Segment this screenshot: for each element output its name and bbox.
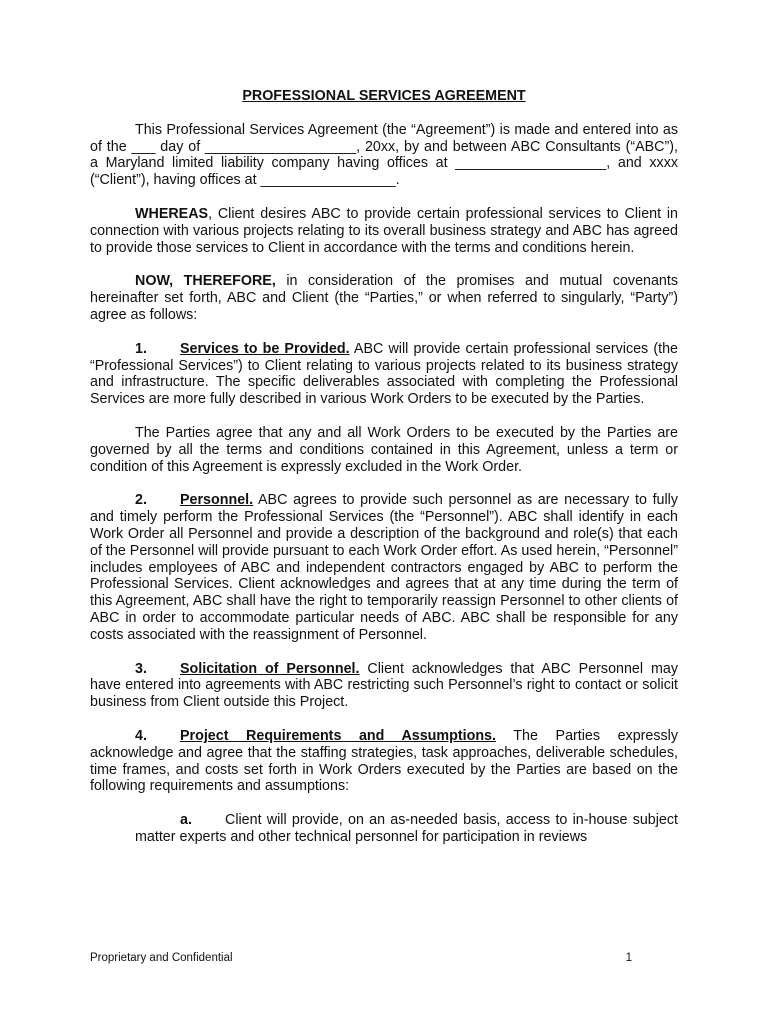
section-4-number: 4. xyxy=(135,727,147,744)
section-3-number: 3. xyxy=(135,660,147,677)
now-therefore-paragraph xyxy=(90,273,678,323)
document-title: PROFESSIONAL SERVICES AGREEMENT xyxy=(242,88,526,104)
subitem-a xyxy=(135,812,678,846)
section-2-text: ABC agrees to provide such personnel as are necessary to fully and timely perform the Professional Services (the “Personnel”). ABC shall identify in each Work Order all Personnel and provide a description of the background and role(s) that each of the Personnel will provide pursuant to each Work Order effort. As used herein, “Personnel” includes employees of ABC and independent contractors engaged by ABC to perform the Professional Services. Client acknowledges and agrees that at any time during the term of this Agreement, ABC shall have the right to temporarily reassign Personnel to other clients of ABC in order to accommodate particular needs of ABC. ABC shall be responsible for any costs associated with the reassignment of Personnel. xyxy=(90,492,678,643)
work-orders-paragraph: The Parties agree that any and all Work Orders to be executed by the Parties are governed by all the terms and conditions contained in this Agreement, unless a term or condition of this Agreement is expressly excluded in the Work Order. xyxy=(90,424,678,475)
section-1-number: 1. xyxy=(135,340,147,357)
subitem-a-text: Client will provide, on an as-needed basis, access to in-house subject matter experts and other technical personnel for participation in reviews xyxy=(135,812,678,845)
page-number: 1 xyxy=(625,952,632,964)
whereas-lead: WHEREAS xyxy=(135,205,209,222)
section-4-text: The Parties expressly acknowledge and agree that the staffing strategies, task approaches, deliverable schedules, time frames, and costs set forth in Work Orders executed by the Parties are based on the following requirements and assumptions: xyxy=(90,727,678,795)
section-2-heading: Personnel. xyxy=(180,492,254,509)
now-therefore-text: in consideration of the promises and mutual covenants hereinafter set forth, ABC and Client (the “Parties,” or when referred to singularly, “Party”) agree as follows: xyxy=(90,273,678,323)
section-1-text: ABC will provide certain professional services (the “Professional Services”) to Client relating to various projects related to its business strategy and infrastructure. The specific deliverables associated with completing the Professional Services are more fully described in various Work Orders to be executed by the Parties. xyxy=(90,340,678,408)
section-3-heading: Solicitation of Personnel. xyxy=(180,660,360,677)
now-therefore-lead: NOW, THEREFORE, xyxy=(135,273,276,290)
section-1 xyxy=(90,341,678,408)
whereas-text: , Client desires ABC to provide certain professional services to Client in connection with various projects relating to its overall business strategy and ABC has agreed to provide those services to Client in accordance with the terms and conditions herein. xyxy=(90,205,678,256)
subitem-a-label: a. xyxy=(180,812,192,829)
section-3-text: Client acknowledges that ABC Personnel may have entered into agreements with ABC restricting such Personnel’s right to contact or solicit business from Client outside this Project. xyxy=(90,660,678,711)
section-2 xyxy=(90,492,678,643)
section-4-heading: Project Requirements and Assumptions. xyxy=(180,727,496,744)
whereas-paragraph xyxy=(90,206,678,256)
page-footer xyxy=(90,952,632,964)
footer-confidential-label: Proprietary and Confidential xyxy=(90,952,233,964)
section-2-number: 2. xyxy=(135,492,147,509)
intro-paragraph: This Professional Services Agreement (the “Agreement”) is made and entered into as of the ___ day of ___________________, 20xx, by and between ABC Consultants (“ABC”), a Maryland limited liability company having offices at ___________________, and xxxx (“Client”), having offices at _________________. xyxy=(90,121,678,189)
section-3 xyxy=(90,661,678,711)
section-4 xyxy=(90,728,678,795)
section-1-heading: Services to be Provided. xyxy=(180,340,350,357)
document-body xyxy=(90,88,678,863)
